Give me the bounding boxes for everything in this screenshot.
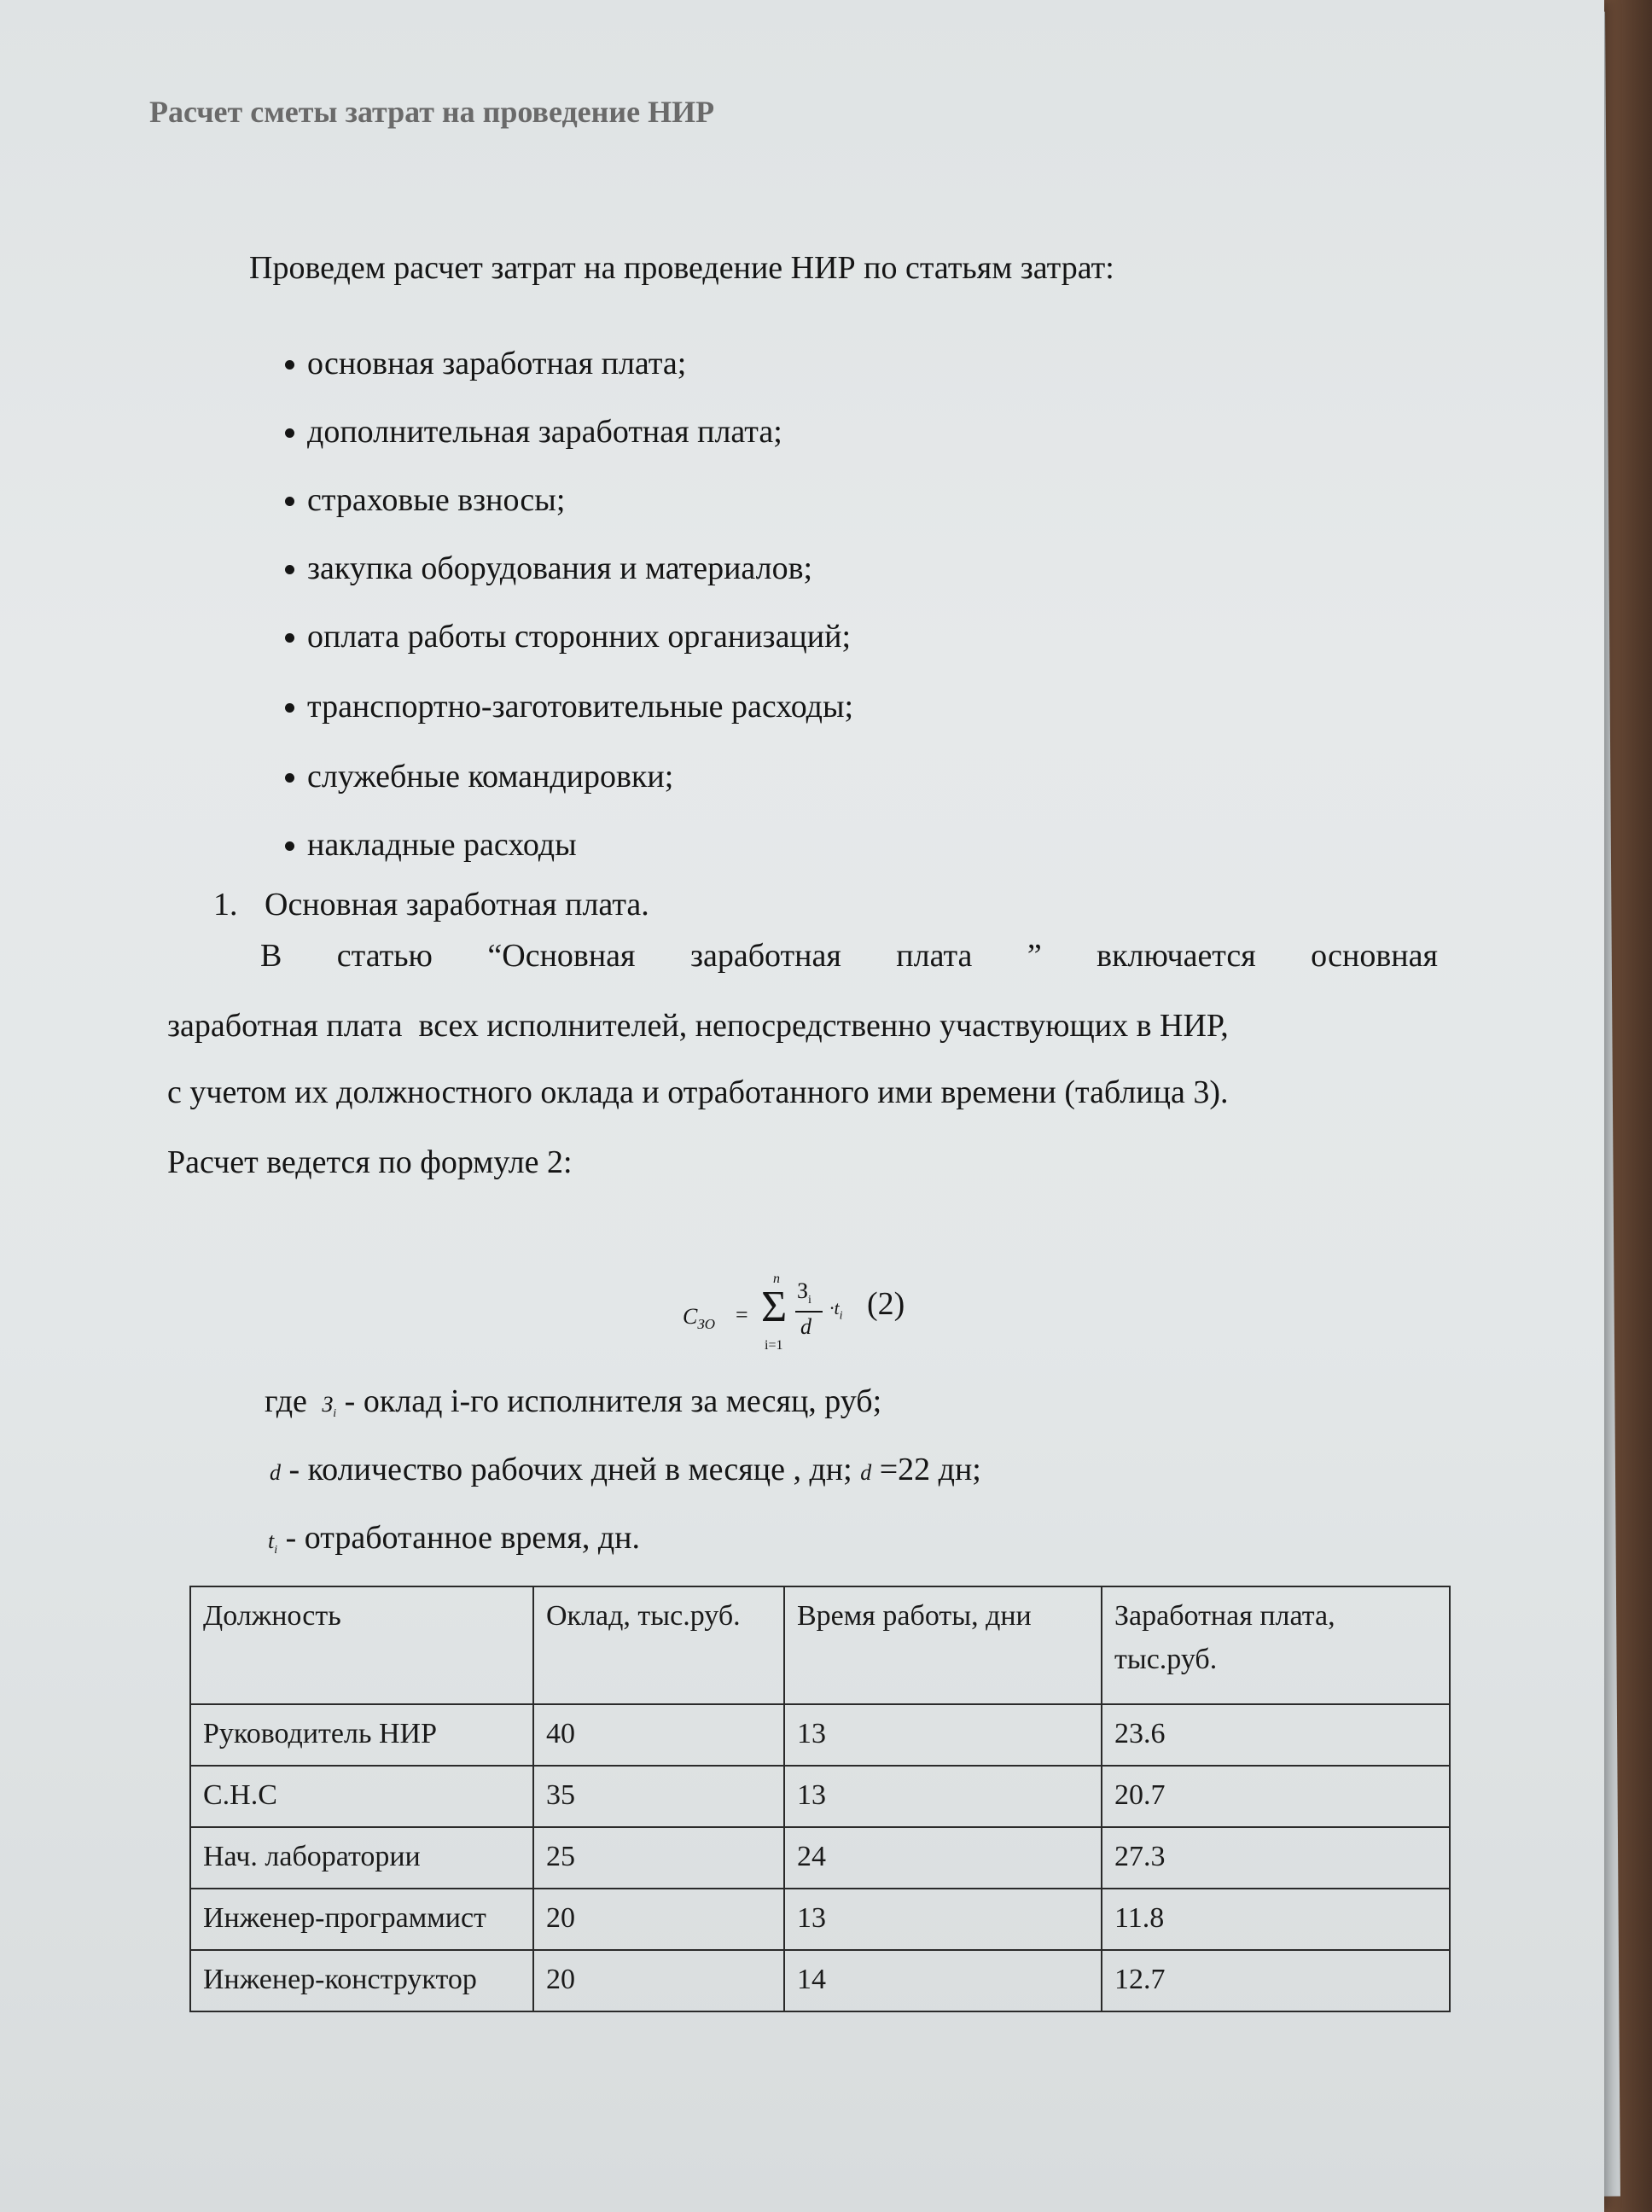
table-cell: 20.7: [1102, 1766, 1450, 1827]
table-cell: 24: [784, 1827, 1102, 1889]
section-title: Основная заработная плата.: [265, 887, 649, 923]
legend-line-t: $t_i$ - отработанное время, дн.: [268, 1520, 640, 1557]
table-row: [190, 1889, 1450, 1950]
sum-icon: Σ: [761, 1283, 788, 1331]
table-cell: 20: [533, 1950, 784, 2011]
page-title: Расчет сметы затрат на проведение НИР: [149, 95, 715, 129]
bullet-icon: [285, 841, 294, 851]
paragraph-line: Расчет ведется по формуле 2:: [167, 1144, 573, 1180]
legend-line-z: где $З_i$ - оклад i-го исполнителя за месяц, руб;: [265, 1383, 882, 1421]
salary-table: [189, 1586, 1451, 2012]
table-cell: 13: [784, 1889, 1102, 1950]
section-heading: [213, 886, 649, 923]
intro-sentence: Проведем расчет затрат на проведение НИР по статьям затрат:: [249, 250, 1114, 286]
section-number: 1.: [213, 887, 238, 923]
paragraph-line: с учетом их должностного оклада и отработанного ими времени (таблица 3).: [167, 1074, 1229, 1110]
bullet-icon: [285, 773, 294, 783]
formula-factor: $\cdot t_i$: [829, 1297, 843, 1323]
symbol-d: d: [270, 1460, 281, 1485]
paragraph-line: заработная плата всех исполнителей, непосредственно участвующих в НИР,: [167, 1008, 1229, 1044]
table-row: [190, 1766, 1450, 1827]
table-header-row: [190, 1586, 1450, 1704]
table-cell: 35: [533, 1766, 784, 1827]
list-item: накладные расходы: [307, 826, 577, 864]
bullet-icon: [285, 633, 294, 643]
formula-equals: =: [736, 1302, 748, 1327]
table-row: [190, 1704, 1450, 1766]
bullet-icon: [285, 565, 294, 574]
table-cell: Нач. лаборатории: [190, 1827, 533, 1889]
list-item: основная заработная плата;: [307, 345, 686, 382]
symbol-t: $t_i$: [268, 1528, 278, 1557]
column-header: Должность: [190, 1586, 533, 1704]
table-cell: 13: [784, 1766, 1102, 1827]
table-cell: 23.6: [1102, 1704, 1450, 1766]
table-cell: 20: [533, 1889, 784, 1950]
fraction-bar: [795, 1311, 823, 1313]
list-item: закупка оборудования и материалов;: [307, 550, 812, 587]
table-row: [190, 1827, 1450, 1889]
table-cell: 40: [533, 1704, 784, 1766]
sum-lower-limit: i=1: [765, 1338, 783, 1353]
table-cell: 14: [784, 1950, 1102, 2011]
table-cell: 11.8: [1102, 1889, 1450, 1950]
symbol-d: d: [860, 1460, 872, 1485]
list-item: дополнительная заработная плата;: [307, 413, 782, 451]
paragraph-line: В статью “Основная заработная плата ” включается основная: [260, 938, 1438, 974]
table-cell: 13: [784, 1704, 1102, 1766]
table-cell: Инженер-программист: [190, 1889, 533, 1950]
bullet-icon: [285, 497, 294, 506]
table-cell: С.Н.С: [190, 1766, 533, 1827]
table-cell: Руководитель НИР: [190, 1704, 533, 1766]
column-header: Оклад, тыс.руб.: [533, 1586, 784, 1704]
table-cell: Инженер-конструктор: [190, 1950, 533, 2011]
fraction-denominator: d: [800, 1314, 811, 1339]
fraction-numerator: $З_i$: [797, 1278, 811, 1307]
list-item: транспортно-заготовительные расходы;: [307, 688, 853, 725]
list-item: служебные командировки;: [307, 758, 673, 795]
table-cell: 27.3: [1102, 1827, 1450, 1889]
legend-line-d: d - количество рабочих дней в месяце , дн; d =22 дн;: [270, 1452, 981, 1487]
formula-lhs: $C_{ЗО}$: [683, 1304, 716, 1333]
list-item: страховые взносы;: [307, 481, 565, 519]
column-header: Время работы, дни: [784, 1586, 1102, 1704]
list-item: оплата работы сторонних организаций;: [307, 618, 851, 655]
table-cell: 25: [533, 1827, 784, 1889]
symbol-z: $З_i$: [322, 1392, 337, 1421]
formula-number: (2): [867, 1286, 905, 1322]
formula: [683, 1272, 1058, 1365]
table-row: [190, 1950, 1450, 2011]
sum-upper-limit: n: [773, 1272, 780, 1286]
bullet-icon: [285, 360, 294, 370]
column-header: Заработная плата, тыс.руб.: [1102, 1586, 1450, 1704]
bullet-icon: [285, 703, 294, 713]
table-cell: 12.7: [1102, 1950, 1450, 2011]
bullet-icon: [285, 428, 294, 438]
